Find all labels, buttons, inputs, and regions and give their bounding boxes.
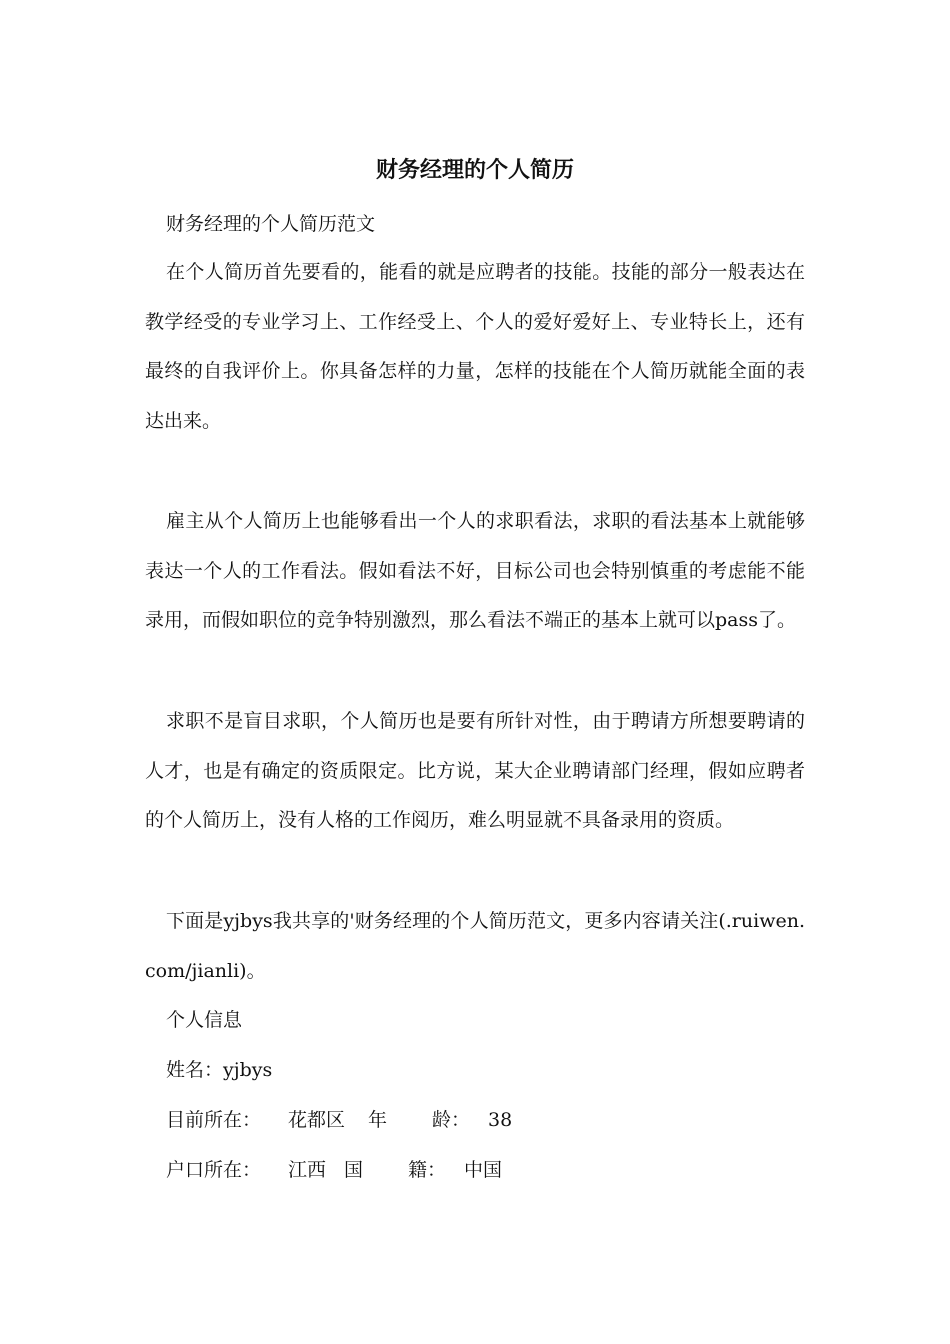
paragraph-targeting: 求职不是盲目求职，个人简历也是要有所针对性，由于聘请方所想要聘请的人才，也是有确定的资质限定。比方说，某大企业聘请部门经理，假如应聘者的个人简历上，没有人格的工作阅历，难么明显就不具备录用的资质。 bbox=[145, 710, 805, 832]
document-title: 财务经理的个人简历 bbox=[375, 157, 574, 183]
info-row-hukou-nationality bbox=[166, 1152, 502, 1188]
info-label-location: 目前所在： bbox=[166, 1109, 262, 1131]
info-label-age-part2: 龄： bbox=[432, 1109, 471, 1131]
paragraph-skills: 在个人简历首先要看的，能看的就是应聘者的技能。技能的部分一般表达在教学经受的专业学习上、工作经受上、个人的爱好爱好上、专业特长上，还有最终的自我评价上。你具备怎样的力量，怎样的技能在个人简历就能全面的表达出来。 bbox=[145, 261, 805, 432]
paragraph-intro: 下面是yjbys我共享的'财务经理的个人简历范文，更多内容请关注(.ruiwen.com/jianli)。 bbox=[145, 910, 805, 982]
info-value-location: 花都区 bbox=[288, 1109, 346, 1131]
info-label-nationality-part1: 国 bbox=[344, 1159, 364, 1181]
paragraph-attitude: 雇主从个人简历上也能够看出一个人的求职看法，求职的看法基本上就能够表达一个人的工作看法。假如看法不好，目标公司也会特别慎重的考虑能不能录用，而假如职位的竞争特别激烈，那么看法不端正的基本上就可以pass了。 bbox=[145, 510, 805, 632]
document-subtitle: 财务经理的个人简历范文 bbox=[166, 213, 376, 235]
info-label-age-part1: 年 bbox=[368, 1109, 388, 1131]
section-heading-personal-info: 个人信息 bbox=[166, 1009, 243, 1031]
info-value-hukou: 江西 bbox=[288, 1159, 327, 1181]
info-value-nationality: 中国 bbox=[464, 1159, 503, 1181]
info-label-hukou: 户口所在： bbox=[166, 1159, 262, 1181]
name-line: 姓名：yjbys bbox=[166, 1059, 273, 1081]
info-label-nationality-part2: 籍： bbox=[408, 1159, 447, 1181]
info-value-age: 38 bbox=[488, 1109, 513, 1131]
info-row-location-age bbox=[166, 1102, 512, 1138]
